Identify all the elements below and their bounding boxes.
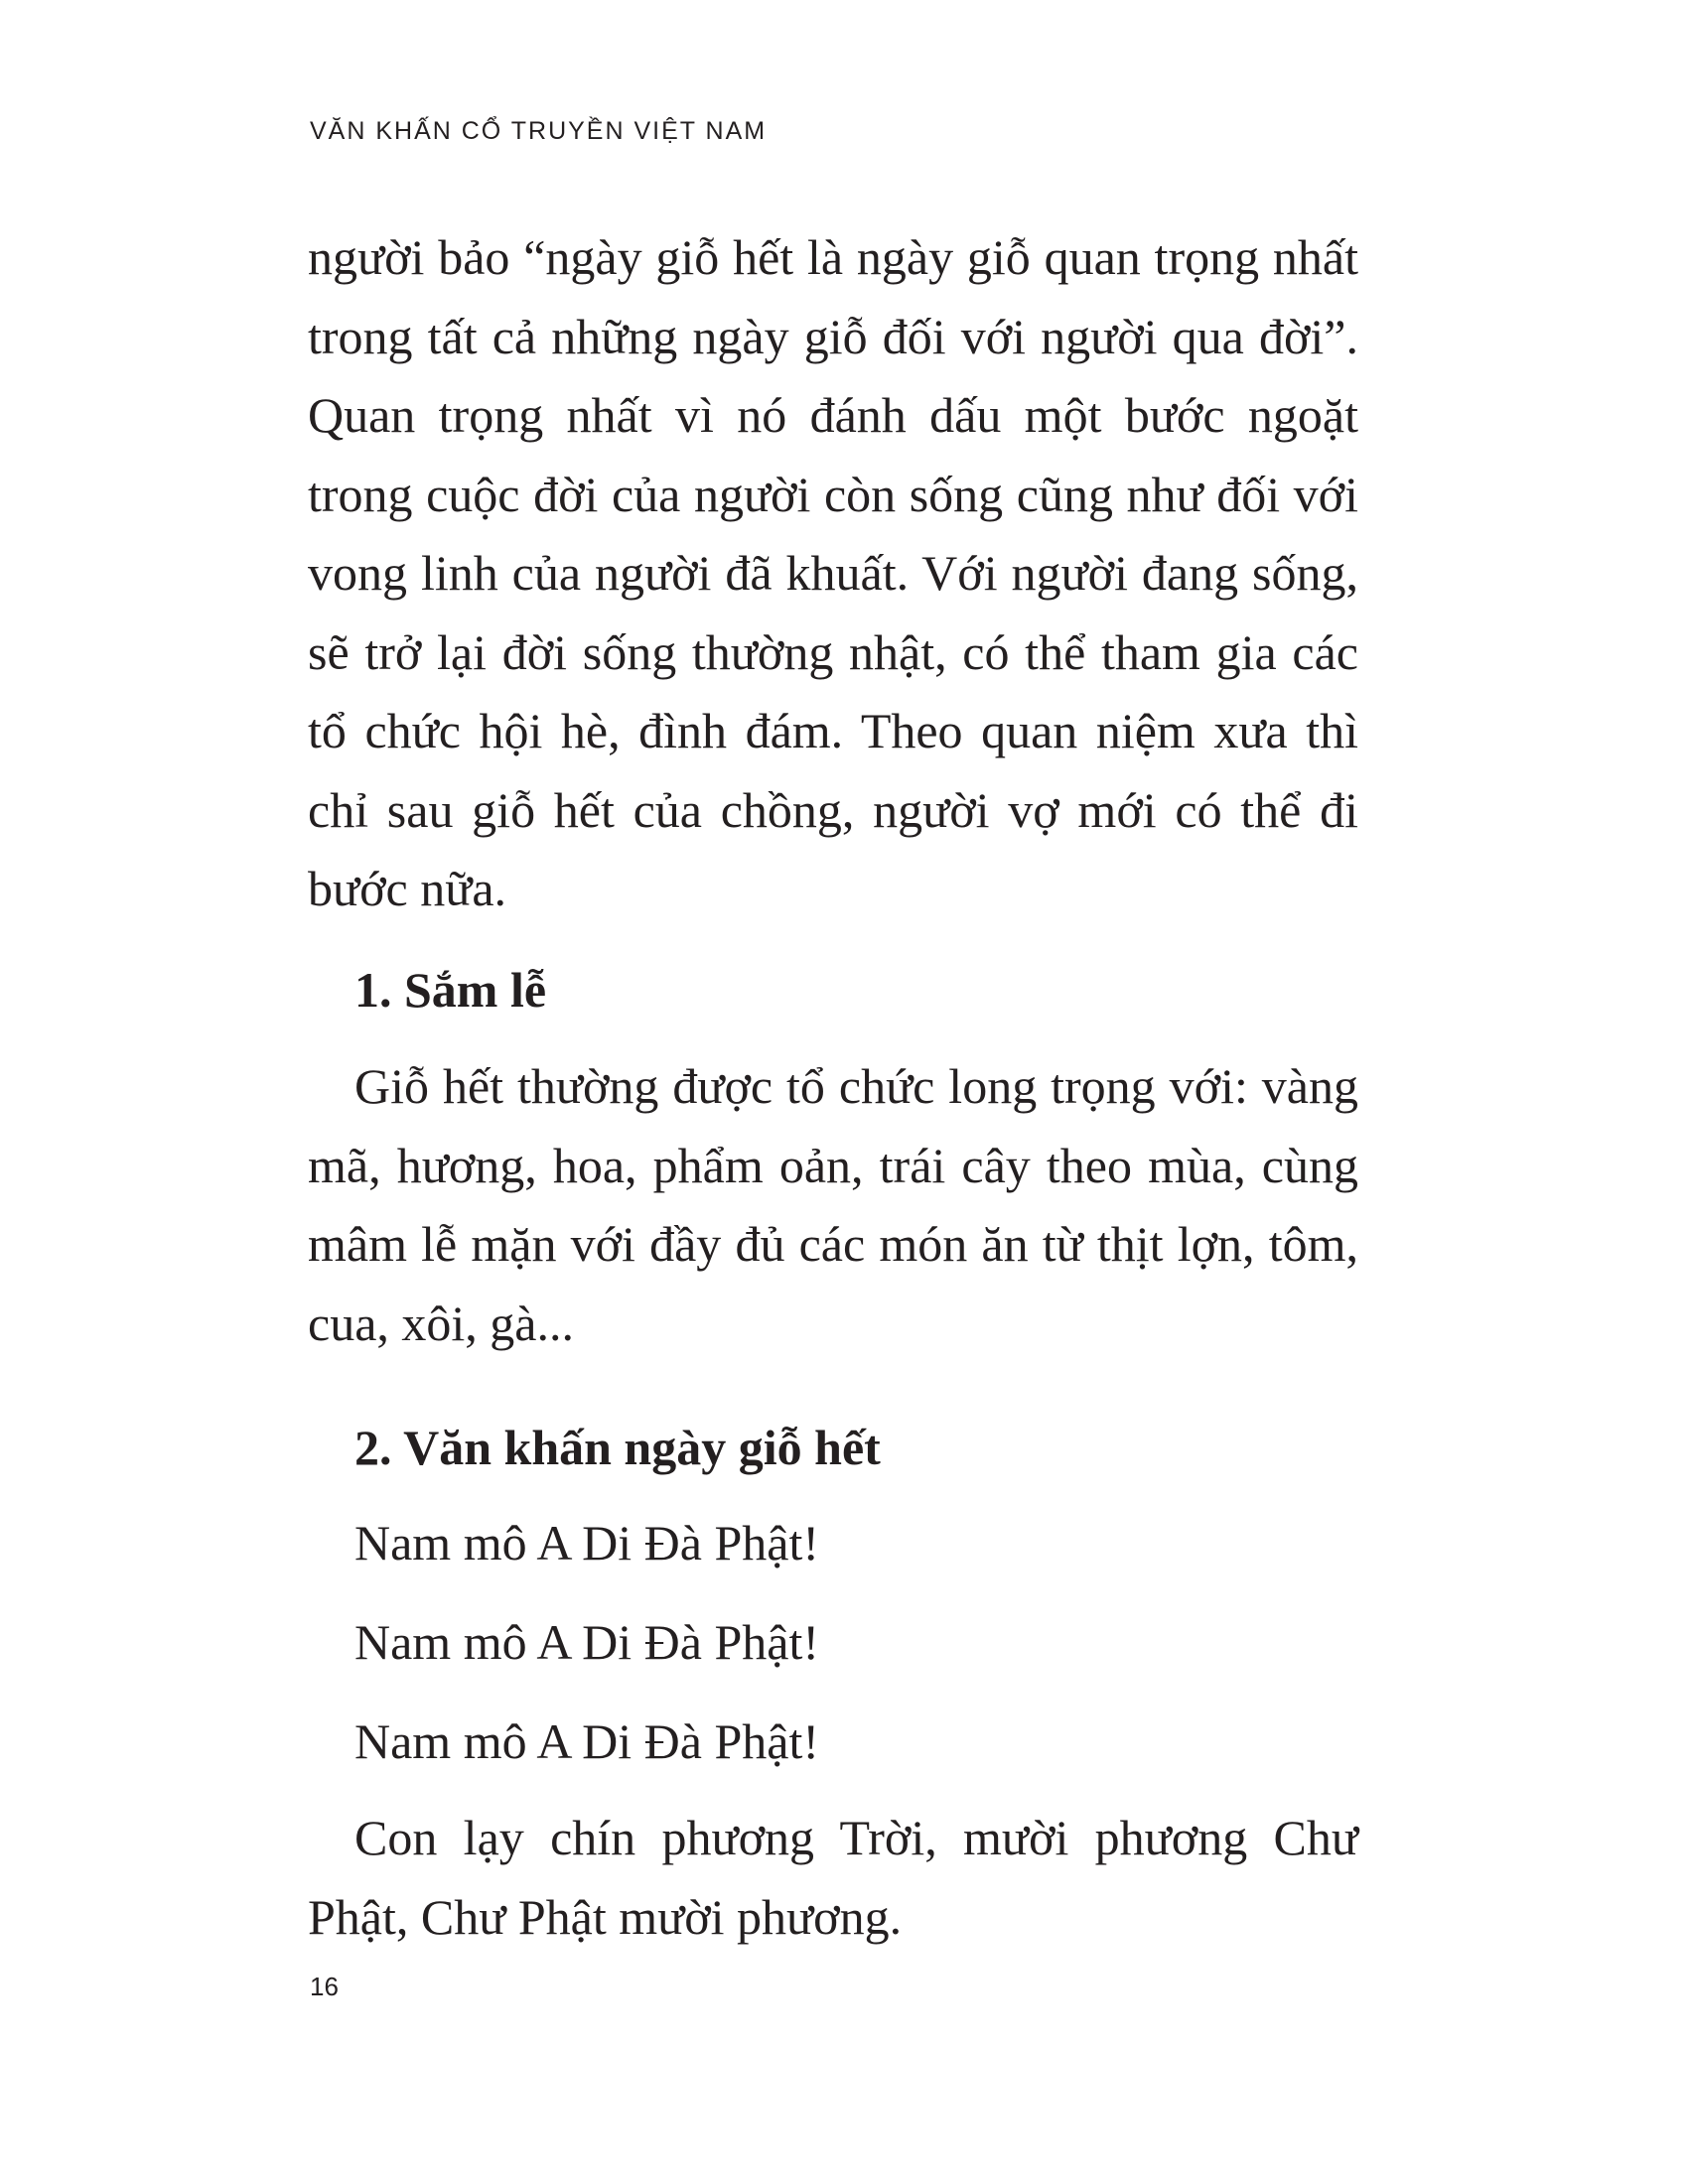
invocation-line-1: Nam mô A Di Đà Phật! bbox=[354, 1515, 820, 1570]
section-2-paragraph-block bbox=[308, 1799, 1358, 1957]
page-number: 16 bbox=[310, 1972, 339, 2001]
section-1-paragraph: Giỗ hết thường được tổ chức long trọng với: vàng mã, hương, hoa, phẩm oản, trái cây theo mùa, cùng mâm lễ mặn với đầy đủ các món ăn từ thịt lợn, tôm, cua, xôi, gà... bbox=[308, 1058, 1358, 1351]
running-title: VĂN KHẤN CỔ TRUYỀN VIỆT NAM bbox=[310, 117, 768, 145]
section-2-paragraph: Con lạy chín phương Trời, mười phương Chư Phật, Chư Phật mười phương. bbox=[308, 1810, 1358, 1945]
invocation-line-3: Nam mô A Di Đà Phật! bbox=[354, 1713, 820, 1769]
invocation-line-2: Nam mô A Di Đà Phật! bbox=[354, 1614, 820, 1670]
section-1-heading: 1. Sắm lễ bbox=[354, 962, 547, 1018]
section-2-heading: 2. Văn khấn ngày giỗ hết bbox=[354, 1420, 881, 1475]
section-1-paragraph-block bbox=[308, 1047, 1358, 1363]
intro-paragraph: người bảo “ngày giỗ hết là ngày giỗ quan trọng nhất trong tất cả những ngày giỗ đối với người qua đời”. Quan trọng nhất vì nó đánh dấu một bước ngoặt trong cuộc đời của người còn sống cũng như đối với vong linh của người đã khuất. Với người đang sống, sẽ trở lại đời sống thường nhật, có thể tham gia các tổ chức hội hè, đình đám. Theo quan niệm xưa thì chỉ sau giỗ hết của chồng, người vợ mới có thể đi bước nữa. bbox=[308, 229, 1358, 916]
intro-paragraph-block bbox=[308, 218, 1358, 929]
